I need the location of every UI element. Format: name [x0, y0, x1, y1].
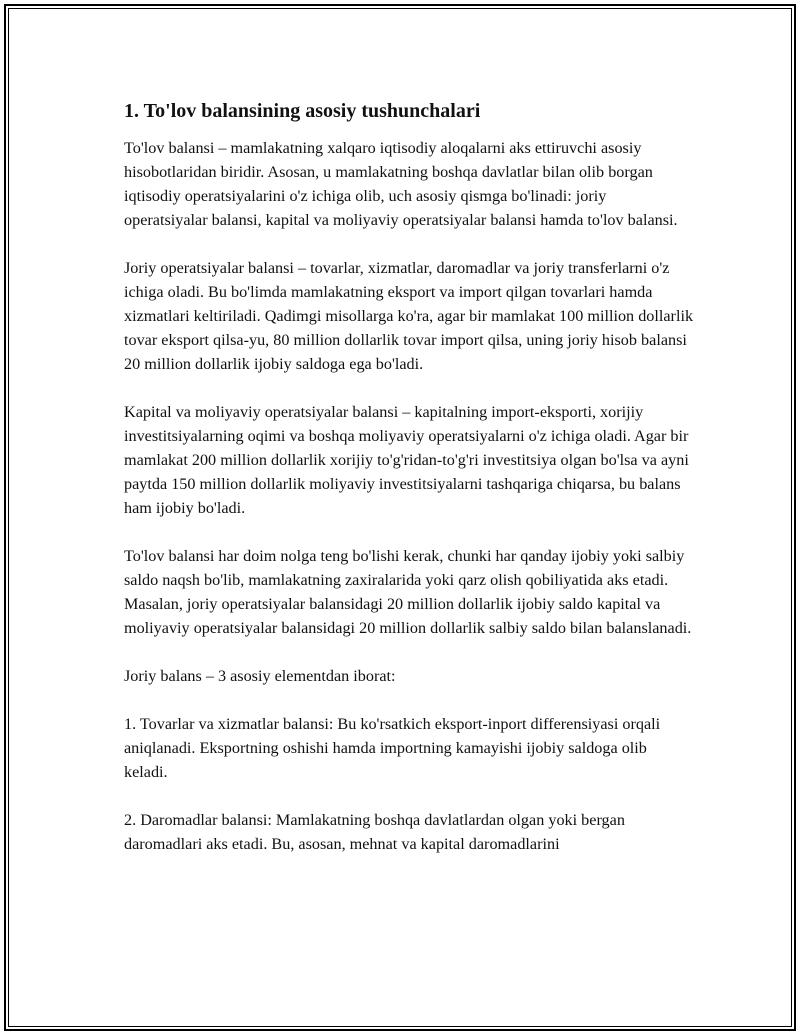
paragraph-nolga-teng: To'lov balansi har doim nolga teng bo'lishi kerak, chunki har qanday ijobiy yoki salbiy saldo naqsh bo'lib, mamlakatning zaxiralarida yoki qarz olish qobiliyatida aks etadi. Masalan, joriy operatsiyalar balansidagi 20 million dollarlik ijobiy saldo kapital va moliyaviy operatsiyalar balansidagi 20 million dollarlik salbiy saldo bilan balanslanadi.	[124, 547, 692, 637]
list-item-daromadlar: 2. Daromadlar balansi: Mamlakatning boshqa davlatlardan olgan yoki bergan daromadlari aks etadi. Bu, asosan, mehnat va kapital daromadlarini	[124, 811, 625, 853]
paragraph-kapital-moliyaviy: Kapital va moliyaviy operatsiyalar balansi – kapitalning import-eksporti, xorijiy investitsiyalarning oqimi va boshqa moliyaviy operatsiyalarni o'z ichiga oladi. Agar bir mamlakat 200 million dollarlik xorijiy to'g'ridan-to'g'ri investitsiya olgan bo'lsa va ayni paytda 150 million dollarlik moliyaviy investitsiyalarni tashqariga chiqarsa, bu balans ham ijobiy bo'ladi.	[124, 403, 689, 517]
paragraph-tolov-balansi: To'lov balansi – mamlakatning xalqaro iqtisodiy aloqalarni aks ettiruvchi asosiy hisobotlaridan biridir. Asosan, u mamlakatning boshqa davlatlar bilan olib borgan iqtisodiy operatsiyalarini o'z ichiga olib, uch asosiy qismga bo'linadi: joriy operatsiyalar balansi, kapital va moliyaviy operatsiyalar balansi hamda to'lov balansi.	[124, 139, 678, 229]
paragraph-joriy-operatsiyalar: Joriy operatsiyalar balansi – tovarlar, xizmatlar, daromadlar va joriy transferlarni o'z ichiga oladi. Bu bo'limda mamlakatning eksport va import qilgan tovarlari hamda xizmatlari keltiriladi. Qadimgi misollarga ko'ra, agar bir mamlakat 100 million dollarlik tovar eksport qilsa-yu, 80 million dollarlik tovar import qilsa, uning joriy hisob balansi 20 million dollarlik ijobiy saldoga ega bo'ladi.	[124, 259, 694, 373]
document-body	[124, 98, 694, 880]
page-border	[4, 4, 796, 1031]
document-title: 1. To'lov balansining asosiy tushunchalari	[124, 100, 481, 122]
paragraph-joriy-balans-elementlar: Joriy balans – 3 asosiy elementdan iborat:	[124, 667, 396, 685]
list-item-tovarlar-xizmatlar: 1. Tovarlar va xizmatlar balansi: Bu ko'rsatkich eksport-inport differensiyasi orqali aniqlanadi. Eksportning oshishi hamda importning kamayishi ijobiy saldoga olib keladi.	[124, 715, 661, 781]
